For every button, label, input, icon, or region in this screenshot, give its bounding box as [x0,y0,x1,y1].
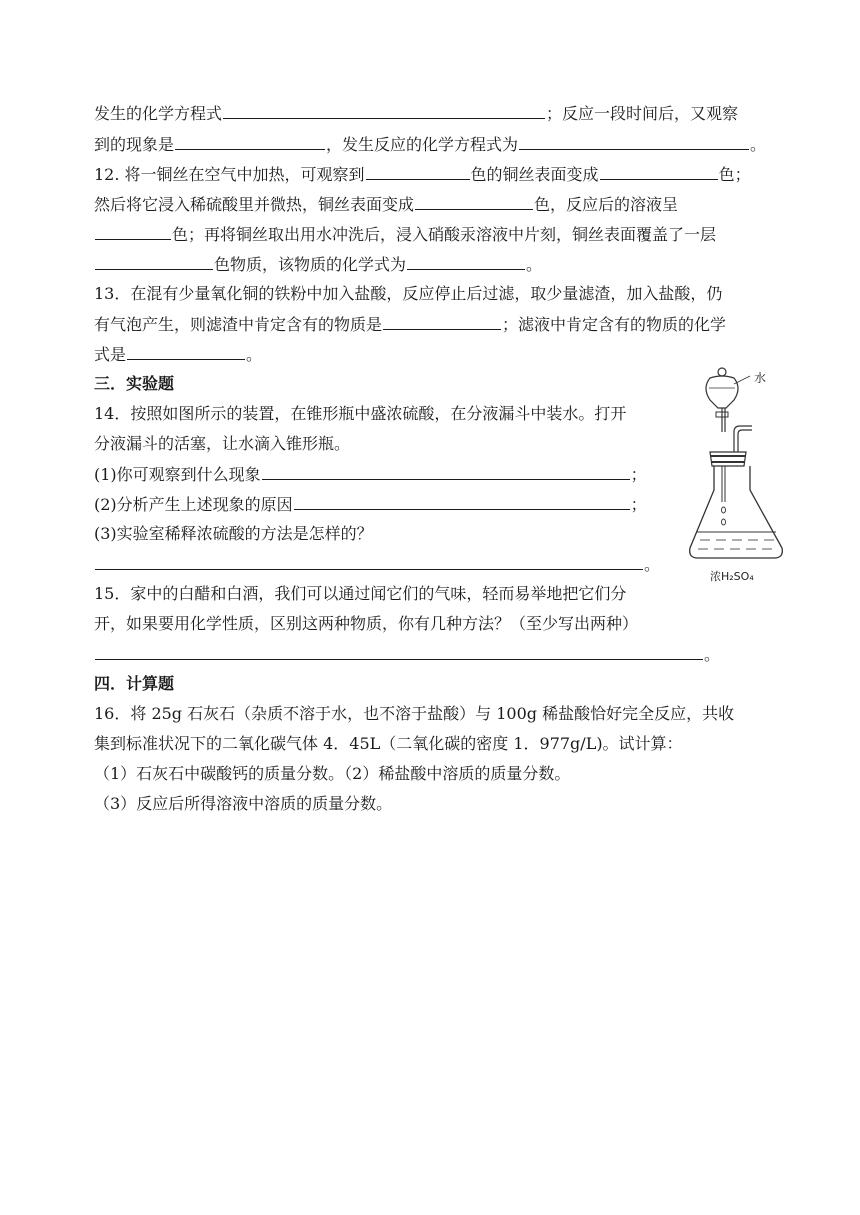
q15-text: 15．家中的白醋和白酒，我们可以通过闻它们的气味，轻而易举地把它们分 [94,584,627,603]
acid-label: 浓H₂SO₄ [710,570,754,583]
flask-apparatus-figure [680,362,790,592]
q13-text: 有气泡产生，则滤渣中肯定含有的物质是 [94,315,383,334]
q14-text: 。 [644,555,661,574]
q16-text: （3）反应后所得溶液中溶质的质量分数。 [94,794,393,813]
separatory-funnel [706,376,738,408]
q12-text: 。 [526,255,543,274]
water-label: 水 [754,371,767,385]
q11-text: ，发生反应的化学方程式为 [326,135,519,154]
q14-line-4 [94,494,647,515]
q12-text: 色的铜丝表面变成 [470,165,599,184]
q14-text: 分液漏斗的活塞，让水滴入锥形瓶。 [94,434,351,453]
q15-line-1 [94,584,626,604]
q14-line-1 [94,404,626,424]
q16-text: （1）石灰石中碳酸钙的质量分数。（2）稀盐酸中溶质的质量分数。 [94,764,571,783]
conical-flask [690,466,783,558]
q11-text: 发生的化学方程式 [94,104,223,123]
q16-line-3 [94,764,570,784]
answer-blank[interactable] [600,164,718,180]
q12-line-3 [94,224,716,245]
q14-text: ； [630,495,647,514]
answer-blank[interactable] [519,134,749,150]
q12-text: 色，反应后的溶液呈 [534,195,679,214]
answer-blank[interactable] [383,314,501,330]
q11-text: ；反应一段时间后，又观察 [546,104,739,123]
q16-line-4 [94,794,392,814]
q15-line-2 [94,614,638,634]
q12-text: 然后将它浸入稀硫酸里并微热，铜丝表面变成 [94,195,415,214]
q11-line-1 [94,103,738,124]
water-label-leader [734,376,750,384]
q14-line-5 [94,524,373,544]
q14-line-2 [94,434,350,454]
section-heading-experiment: 三．实验题 [94,374,175,393]
rubber-stopper [710,452,746,466]
q12-text: 色； [718,165,751,184]
answer-blank[interactable] [95,554,643,570]
funnel-stopper [718,368,726,376]
water-droplet [722,507,726,513]
answer-blank[interactable] [407,254,525,270]
water-droplet [722,519,726,525]
q13-text: 式是 [94,345,127,364]
q14-text: 14．按照如图所示的装置，在锥形瓶中盛浓硫酸，在分液漏斗中装水。打开 [94,404,627,423]
q12-text: 色；再将铜丝取出用水冲洗后，浸入硝酸汞溶液中片刻，铜丝表面覆盖了一层 [172,225,717,244]
q15-text: 。 [704,645,721,664]
q12-line-2 [94,194,678,215]
q12-text: 色物质，该物质的化学式为 [214,255,407,274]
q12-text: 12. 将一铜丝在空气中加热，可观察到 [94,165,365,184]
q14-line-6 [94,554,660,575]
q16-text: 16．将 25g 石灰石（杂质不溶于水，也不溶于盐酸）与 100g 稀盐酸恰好完全反应，共收 [94,704,735,723]
answer-blank[interactable] [175,134,325,150]
answer-blank[interactable] [294,494,630,510]
q11-text: 。 [750,135,767,154]
q16-line-2 [94,734,683,754]
answer-blank[interactable] [415,194,533,210]
q15-line-3 [94,644,720,665]
answer-blank[interactable] [95,254,213,270]
q12-line-4 [94,254,542,275]
q13-line-1 [94,284,722,304]
q14-text: (3)实验室稀释浓硫酸的方法是怎样的？ [94,524,373,543]
q14-text: ； [630,465,647,484]
q13-text: ；滤液中肯定含有的物质的化学 [502,315,727,334]
q16-text: 集到标准状况下的二氧化碳气体 4．45L（二氧化碳的密度 1．977g/L)。试计算： [94,734,683,753]
answer-blank[interactable] [127,344,245,360]
section-heading-calculation: 四．计算题 [94,674,175,693]
answer-blank[interactable] [223,103,545,119]
q14-text: (2)分析产生上述现象的原因 [94,495,293,514]
q12-line-1 [94,164,751,185]
q13-text: 13．在混有少量氧化铜的铁粉中加入盐酸，反应停止后过滤，取少量滤渣，加入盐酸，仍 [94,284,723,303]
q13-line-3 [94,344,262,365]
answer-blank[interactable] [366,164,470,180]
answer-blank[interactable] [262,464,630,480]
q11-line-2 [94,134,766,155]
q14-line-3 [94,464,647,485]
answer-blank[interactable] [95,644,703,660]
answer-blank[interactable] [95,224,171,240]
q14-text: (1)你可观察到什么现象 [94,465,261,484]
q15-text: 开，如果要用化学性质，区别这两种物质，你有几种方法？（至少写出两种） [94,614,639,633]
q11-text: 到的现象是 [94,135,175,154]
q13-text: 。 [246,345,263,364]
q13-line-2 [94,314,726,335]
q16-line-1 [94,704,734,724]
